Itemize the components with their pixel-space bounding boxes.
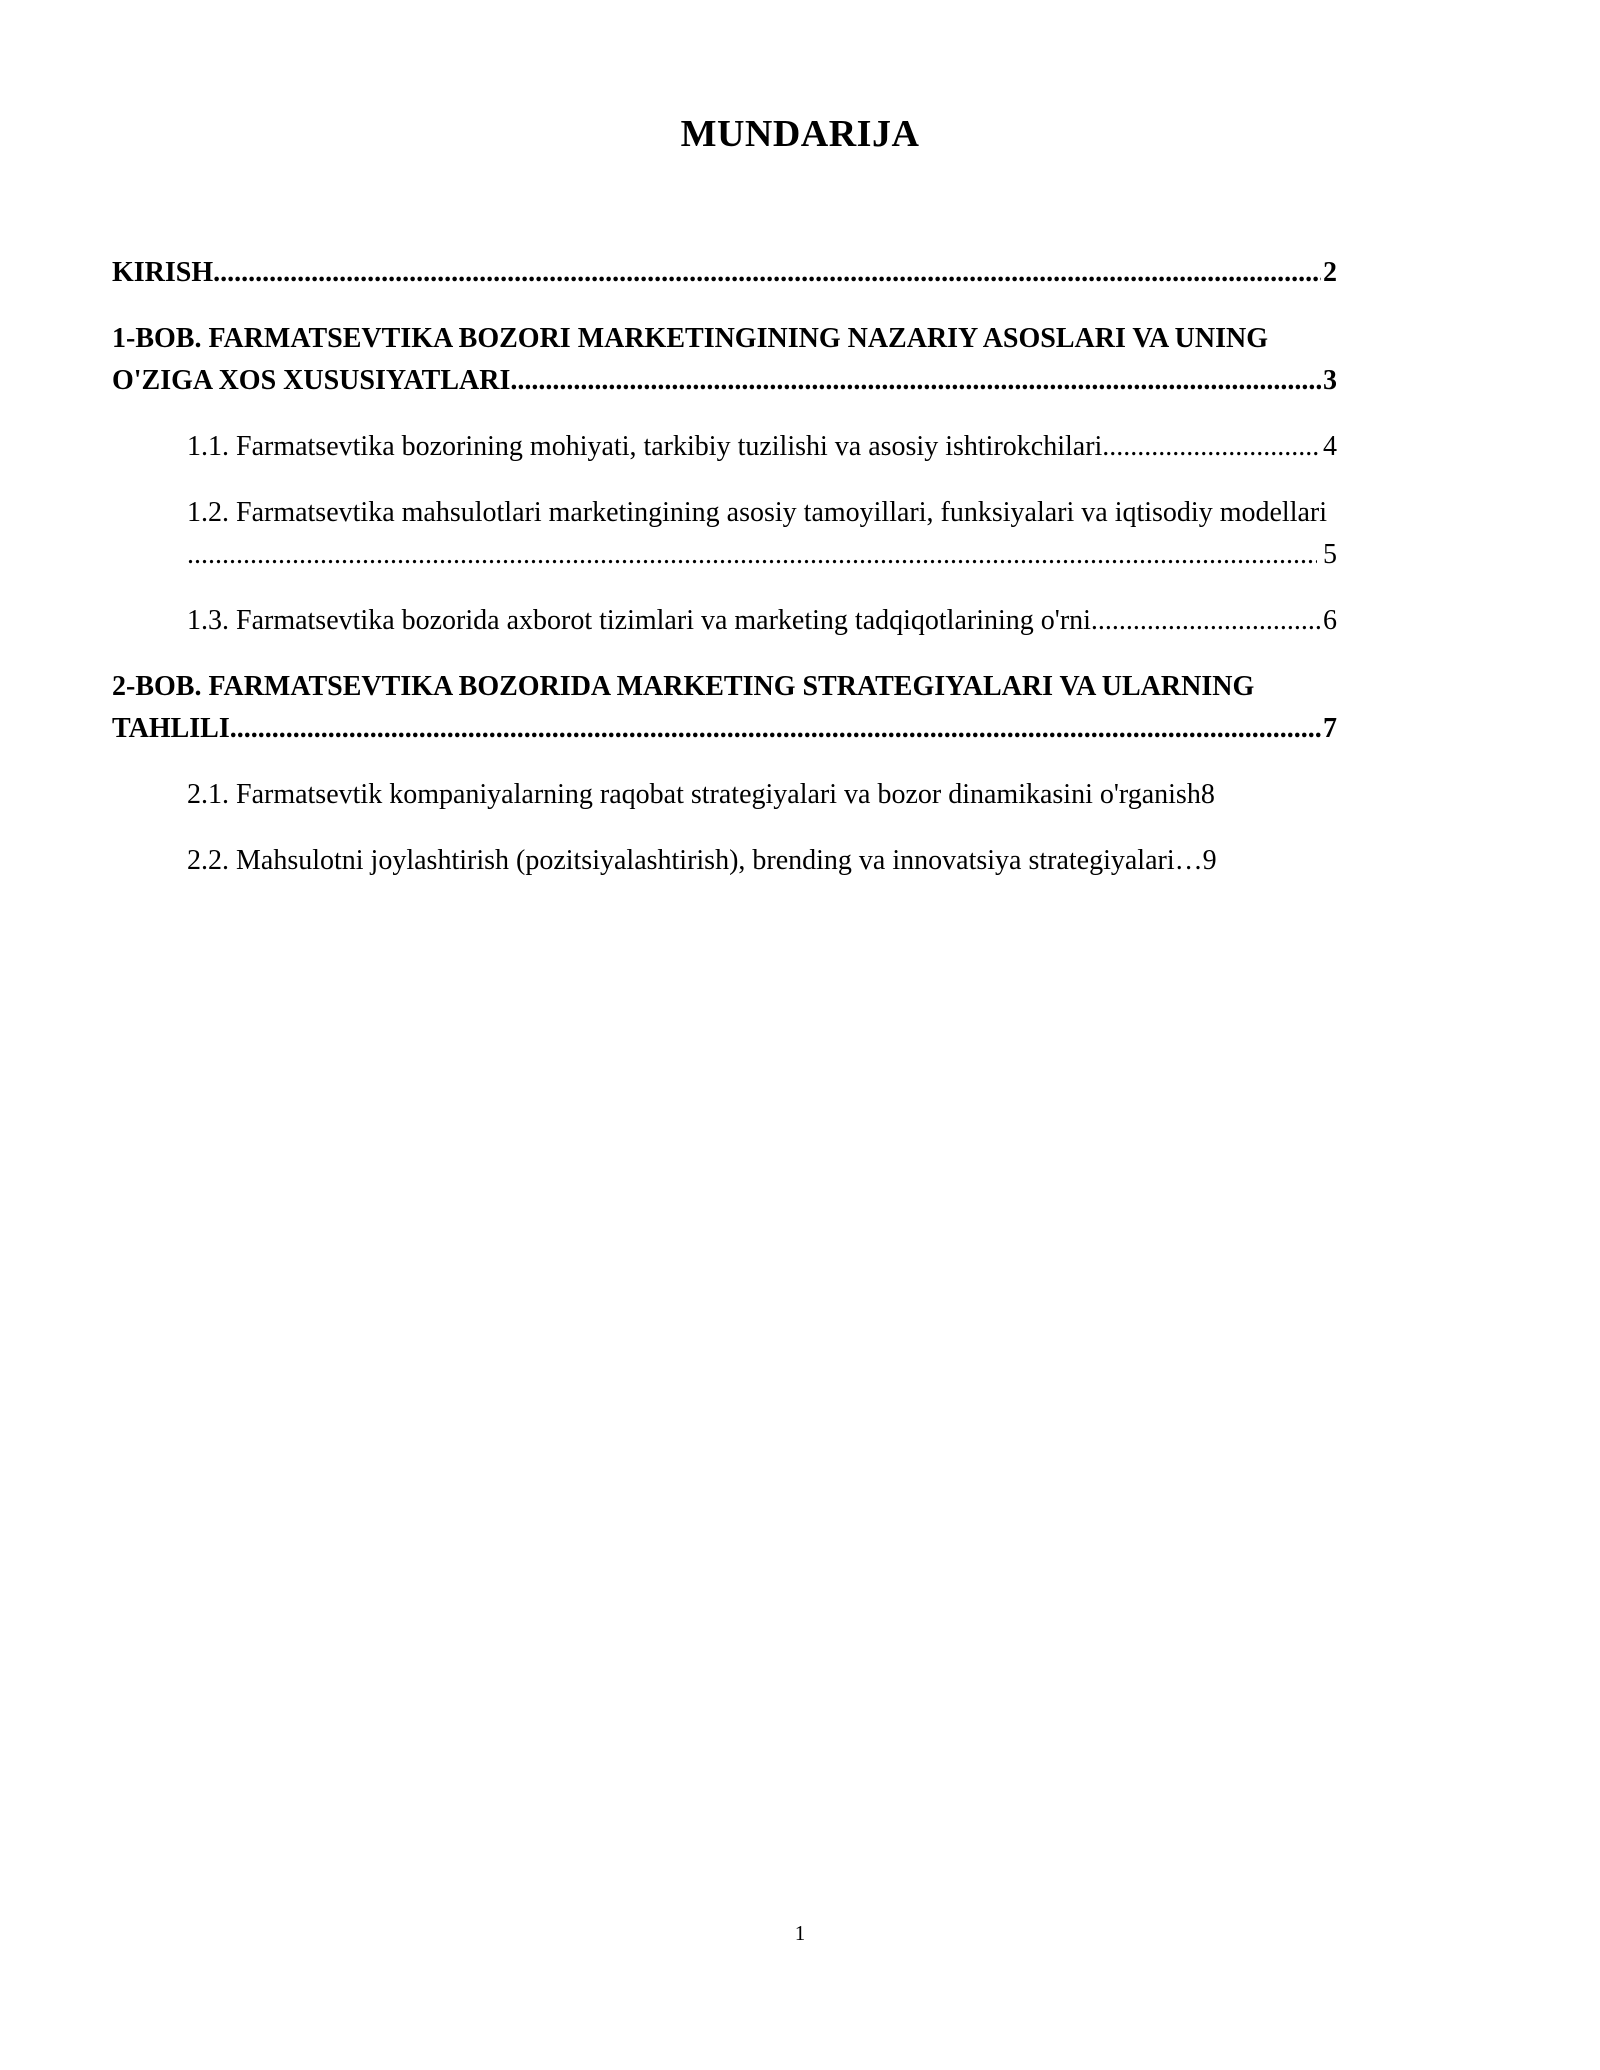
table-of-contents <box>112 252 1474 906</box>
toc-leader-dots <box>213 252 1321 294</box>
toc-entry-text: 1.3. Farmatsevtika bozorida axborot tizimlari va marketing tadqiqotlarining o'rni <box>187 605 1091 636</box>
toc-entry-1-1[interactable] <box>187 426 1474 468</box>
toc-entry-kirish[interactable] <box>112 252 1474 294</box>
toc-page-number: 5 <box>1323 539 1337 570</box>
toc-entry-2-2[interactable] <box>187 840 1474 882</box>
toc-page-number: 8 <box>1200 779 1215 810</box>
toc-page-number: 9 <box>1202 845 1217 876</box>
toc-page-number: 2 <box>1323 257 1337 288</box>
toc-leader-dots <box>510 360 1321 402</box>
toc-entry-text: 2.2. Mahsulotni joylashtirish (pozitsiyalashtirish), brending va innovatsiya strategiyalari… <box>187 845 1203 876</box>
toc-leader-dots <box>230 708 1321 750</box>
toc-entry-1-2[interactable] <box>187 492 1474 576</box>
toc-leader-dots <box>1091 600 1321 642</box>
toc-entry-text: 2.1. Farmatsevtik kompaniyalarning raqobat strategiyalari va bozor dinamikasini o'rganish <box>187 779 1201 810</box>
toc-page-number: 4 <box>1323 431 1337 462</box>
toc-entry-text-line1: 1-BOB. FARMATSEVTIKA BOZORI MARKETINGINING NAZARIY ASOSLARI VA UNING <box>112 323 1268 354</box>
toc-entry-1-3[interactable] <box>187 600 1474 642</box>
toc-leader-dots <box>1102 426 1321 468</box>
toc-page-number: 3 <box>1323 365 1337 396</box>
toc-entry-text-line2: TAHLILI <box>112 713 230 744</box>
page-title: MUNDARIJA <box>680 113 920 155</box>
toc-page-number: 6 <box>1323 605 1337 636</box>
toc-entry-text-line2: O'ZIGA XOS XUSUSIYATLARI <box>112 365 511 396</box>
toc-entry-text: KIRISH <box>112 257 214 288</box>
toc-entry-bob1[interactable] <box>112 318 1474 402</box>
toc-page-number: 7 <box>1323 713 1337 744</box>
toc-entry-bob2[interactable] <box>112 666 1474 750</box>
toc-entry-text-line1: 1.2. Farmatsevtika mahsulotlari marketingining asosiy tamoyillari, funksiyalari va iqtisodiy modellari <box>187 497 1328 528</box>
page-number: 1 <box>794 1921 806 1945</box>
toc-entry-2-1[interactable] <box>187 774 1474 816</box>
toc-entry-text-line1: 2-BOB. FARMATSEVTIKA BOZORIDA MARKETING STRATEGIYALARI VA ULARNING <box>112 671 1255 702</box>
toc-entry-text: 1.1. Farmatsevtika bozorining mohiyati, tarkibiy tuzilishi va asosiy ishtirokchilari <box>187 431 1103 462</box>
toc-leader-dots <box>187 534 1317 576</box>
